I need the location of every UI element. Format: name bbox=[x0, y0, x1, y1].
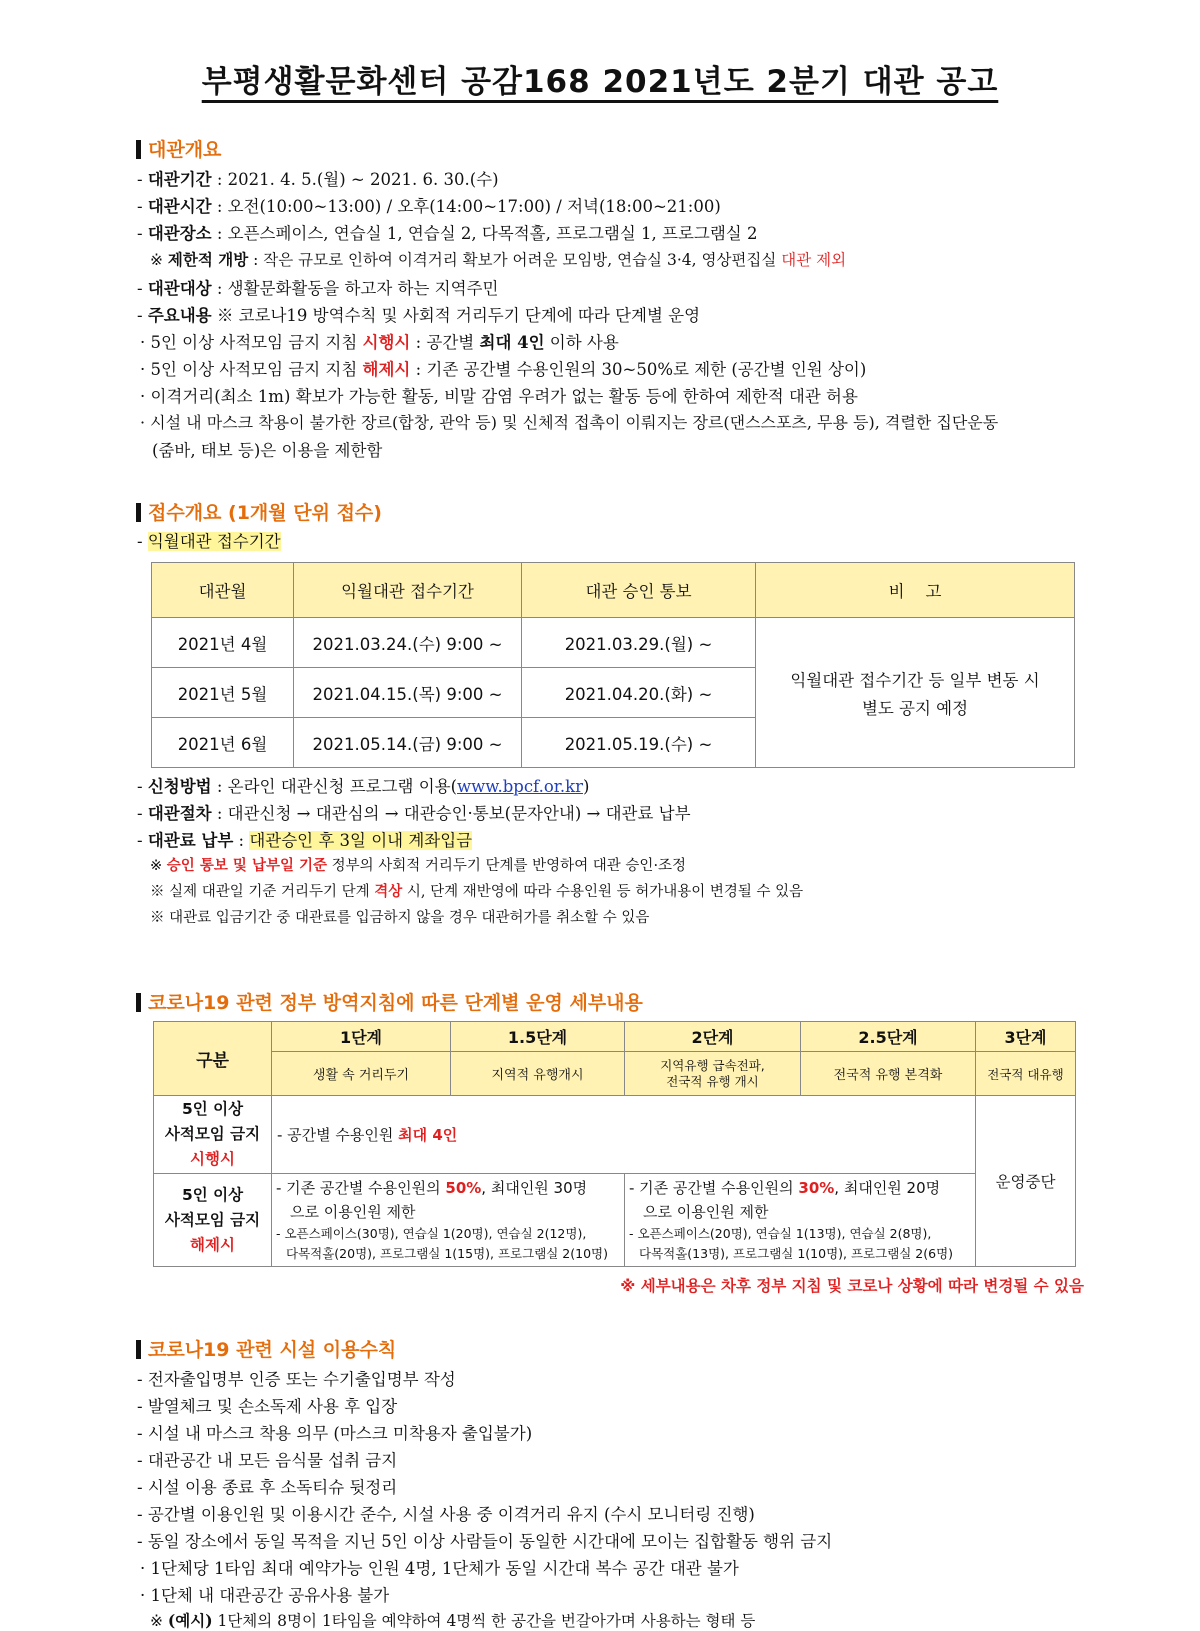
table-cell: 2021.05.19.(수) ~ bbox=[522, 718, 756, 768]
note-1-prefix: ※ bbox=[150, 858, 167, 874]
stage-name: 2.5단계 bbox=[801, 1022, 976, 1052]
lifted-stage-b bbox=[625, 1174, 976, 1267]
lifted-a-post: , 최대인원 30명 bbox=[481, 1179, 588, 1197]
table-cell: 2021.04.15.(목) 9:00 ~ bbox=[294, 668, 522, 718]
note-2-post: 시, 단계 재반영에 따라 수용인원 등 허가내용이 변경될 수 있음 bbox=[402, 884, 804, 900]
reception-sub-label: 익월대관 접수기간 bbox=[147, 532, 281, 551]
limited-excluded: 대관 제외 bbox=[781, 251, 847, 269]
main-value: ※ 코로나19 방역수칙 및 사회적 거리두기 단계에 따라 단계별 운영 bbox=[211, 306, 701, 325]
target-value: : 생활문화활동을 하고자 하는 지역주민 bbox=[211, 279, 499, 298]
target-label: 대관대상 bbox=[147, 279, 212, 298]
rule-item: - 동일 장소에서 동일 목적을 지닌 5인 이상 사람들이 동일한 시간대에 모이는 집합활동 행위 금지 bbox=[137, 1532, 833, 1551]
bullet-2-red: 해제시 bbox=[362, 360, 411, 379]
row-label-line: 사적모임 금지 bbox=[164, 1210, 261, 1229]
bullet-2 bbox=[140, 356, 866, 380]
heading-bar bbox=[136, 993, 141, 1012]
lifted-a-pre: - 기존 공간별 수용인원의 bbox=[276, 1179, 446, 1197]
remark-line: 별도 공지 예정 bbox=[861, 698, 969, 718]
stage-desc-line: 전국적 유행 개시 bbox=[666, 1073, 759, 1089]
stage-desc-row bbox=[154, 1052, 1076, 1096]
heading-text: 접수개요 (1개월 단위 접수) bbox=[148, 502, 382, 524]
row-label-line: 5인 이상 bbox=[181, 1100, 244, 1118]
stage-name: 3단계 bbox=[976, 1022, 1076, 1052]
main-line: - 주요내용 ※ 코로나19 방역수칙 및 사회적 거리두기 단계에 따라 단계별 운영 bbox=[137, 306, 701, 325]
enforced-red: 최대 4인 bbox=[398, 1126, 458, 1144]
fee-sep: : bbox=[233, 831, 250, 850]
bullet-2-text: · 5인 이상 사적모임 금지 지침 bbox=[140, 360, 363, 379]
table-row bbox=[154, 1174, 1076, 1267]
place-label: 대관장소 bbox=[147, 224, 212, 243]
procedure-label: 대관절차 bbox=[147, 804, 212, 823]
section-heading-stages bbox=[136, 988, 643, 1015]
note-2-pre: ※ 실제 대관일 기준 거리두기 단계 bbox=[150, 884, 375, 900]
limited-prefix: ※ bbox=[150, 251, 168, 269]
col-header: 대관 승인 통보 bbox=[522, 563, 756, 618]
table-cell: 2021년 4월 bbox=[152, 618, 294, 668]
limited-label: 제한적 개방 bbox=[167, 250, 249, 269]
section-heading-overview bbox=[136, 135, 221, 162]
section-heading-rules bbox=[136, 1335, 396, 1362]
rule-item: - 대관공간 내 모든 음식물 섭취 금지 bbox=[137, 1451, 398, 1470]
note-1-post: 정부의 사회적 거리두기 단계를 반영하여 대관 승인·조정 bbox=[327, 858, 687, 874]
table-cell: 2021.03.29.(월) ~ bbox=[522, 618, 756, 668]
note-1-red: 승인 통보 및 납부일 기준 bbox=[166, 857, 328, 874]
row-label-status: 시행시 bbox=[190, 1150, 235, 1168]
rule-item: - 공간별 이용인원 및 이용시간 준수, 시설 사용 중 이격거리 유지 (수시 모니터링 진행) bbox=[137, 1505, 755, 1524]
table-row bbox=[152, 618, 1075, 668]
bullet-1-mid: : 공간별 bbox=[410, 333, 480, 352]
bullet-1-post: 이하 사용 bbox=[544, 333, 619, 352]
lifted-a-line bbox=[276, 1176, 622, 1200]
place-line: - 대관장소 : 오픈스페이스, 연습실 1, 연습실 2, 다목적홀, 프로그램실 1, 프로그램실 2 bbox=[137, 224, 758, 243]
stage-desc: 생활 속 거리두기 bbox=[272, 1052, 451, 1096]
fee-line: - 대관료 납부 : 대관승인 후 3일 이내 계좌입금 bbox=[137, 831, 473, 850]
time-line: - 대관시간 : 오전(10:00~13:00) / 오후(14:00~17:00) / 저녁(18:00~21:00) bbox=[137, 197, 721, 216]
table-cell: 2021년 5월 bbox=[152, 668, 294, 718]
stage-name: 1.5단계 bbox=[451, 1022, 625, 1052]
table-cell: 2021년 6월 bbox=[152, 718, 294, 768]
fee-value: 대관승인 후 3일 이내 계좌입금 bbox=[249, 831, 473, 850]
note-1 bbox=[150, 854, 686, 875]
example-text: 1단체의 8명이 1타임을 예약하여 4명씩 한 공간을 번갈아가며 사용하는 형태 등 bbox=[212, 1612, 756, 1630]
stage-desc-line: 지역유행 급속전파, bbox=[660, 1057, 765, 1073]
bullet-1-text: · 5인 이상 사적모임 금지 지침 bbox=[140, 333, 363, 352]
period-label: 대관기간 bbox=[147, 170, 212, 189]
method-line: - 신청방법 : 온라인 대관신청 프로그램 이용(www.bpcf.or.kr) bbox=[137, 777, 590, 796]
bullet-2-post: : 기존 공간별 수용인원의 30~50%로 제한 (공간별 인원 상이) bbox=[410, 360, 867, 379]
time-label: 대관시간 bbox=[147, 197, 212, 216]
lifted-b-pre: - 기존 공간별 수용인원의 bbox=[629, 1179, 799, 1197]
table-row bbox=[154, 1096, 1076, 1174]
place-value: : 오픈스페이스, 연습실 1, 연습실 2, 다목적홀, 프로그램실 1, 프로그램실 2 bbox=[211, 224, 758, 243]
stages-table bbox=[153, 1021, 1076, 1267]
stage-desc: 전국적 대유행 bbox=[976, 1052, 1076, 1096]
period-value: : 2021. 4. 5.(월) ~ 2021. 6. 30.(수) bbox=[211, 170, 499, 189]
stage-desc: 지역적 유행개시 bbox=[451, 1052, 625, 1096]
bullet-1-red: 시행시 bbox=[362, 333, 411, 352]
period-line: - 대관기간 : 2021. 4. 5.(월) ~ 2021. 6. 30.(수) bbox=[137, 170, 499, 189]
website-link[interactable]: www.bpcf.or.kr bbox=[457, 777, 583, 796]
table-cell: 2021.04.20.(화) ~ bbox=[522, 668, 756, 718]
col-header: 대관월 bbox=[152, 563, 294, 618]
page-title: 부평생활문화센터 공감168 2021년도 2분기 대관 공고 bbox=[201, 64, 999, 100]
example-prefix: ※ bbox=[150, 1612, 168, 1630]
lifted-b-sub: - 오픈스페이스(20명), 연습실 1(13명), 연습실 2(8명), bbox=[629, 1226, 932, 1241]
lifted-a-red: 50% bbox=[445, 1179, 482, 1197]
method-value: : 온라인 대관신청 프로그램 이용( bbox=[211, 777, 458, 796]
procedure-value: : 대관신청 → 대관심의 → 대관승인·통보(문자안내) → 대관료 납부 bbox=[211, 804, 691, 823]
stage-desc: 전국적 유행 본격화 bbox=[801, 1052, 976, 1096]
remark-line: 익월대관 접수기간 등 일부 변동 시 bbox=[790, 670, 1040, 690]
stage-name: 1단계 bbox=[272, 1022, 451, 1052]
table-cell: 2021.03.24.(수) 9:00 ~ bbox=[294, 618, 522, 668]
reception-schedule-table bbox=[151, 562, 1075, 768]
col-header: 익월대관 접수기간 bbox=[294, 563, 522, 618]
rule-sub-item: · 1단체당 1타임 최대 예약가능 인원 4명, 1단체가 동일 시간대 복수 공간 대관 불가 bbox=[140, 1559, 739, 1578]
heading-bar bbox=[136, 503, 141, 522]
stage-desc bbox=[625, 1052, 801, 1096]
lifted-b-sub: 다목적홀(13명), 프로그램실 1(10명), 프로그램실 2(6명) bbox=[639, 1246, 954, 1261]
lifted-b-cont: 으로 이용인원 제한 bbox=[643, 1203, 769, 1221]
procedure-line: - 대관절차 : 대관신청 → 대관심의 → 대관승인·통보(문자안내) → 대관료 납부 bbox=[137, 804, 691, 823]
heading-text: 코로나19 관련 시설 이용수칙 bbox=[148, 1339, 397, 1361]
note-2-red: 격상 bbox=[374, 883, 403, 900]
enforced-text: - 공간별 수용인원 bbox=[277, 1126, 399, 1144]
lifted-a-sub: - 오픈스페이스(30명), 연습실 1(20명), 연습실 2(12명), bbox=[276, 1226, 587, 1241]
fee-label: 대관료 납부 bbox=[147, 831, 234, 850]
suspended-cell: 운영중단 bbox=[976, 1096, 1076, 1267]
method-label: 신청방법 bbox=[147, 777, 212, 796]
heading-text: 코로나19 관련 정부 방역지침에 따른 단계별 운영 세부내용 bbox=[148, 992, 643, 1014]
target-line: - 대관대상 : 생활문화활동을 하고자 하는 지역주민 bbox=[137, 279, 499, 298]
lifted-stage-a bbox=[272, 1174, 625, 1267]
limited-line bbox=[150, 248, 846, 270]
remark-cell bbox=[756, 618, 1075, 768]
row-label-enforced bbox=[154, 1096, 272, 1174]
heading-text: 대관개요 bbox=[148, 139, 222, 161]
lifted-b-post: , 최대인원 20명 bbox=[834, 1179, 941, 1197]
main-label: 주요내용 bbox=[147, 306, 212, 325]
bullet-1-bold: 최대 4인 bbox=[479, 333, 545, 352]
bullet-4-cont: (줌바, 태보 등)은 이용을 제한함 bbox=[152, 441, 383, 460]
bullet-1 bbox=[140, 329, 619, 353]
rule-item: - 시설 내 마스크 착용 의무 (마스크 미착용자 출입불가) bbox=[137, 1424, 533, 1443]
bullet-3: · 이격거리(최소 1m) 확보가 가능한 활동, 비말 감염 우려가 없는 활동 등에 한하여 제한적 대관 허용 bbox=[140, 387, 858, 406]
heading-bar bbox=[136, 1340, 141, 1359]
rule-item: - 전자출입명부 인증 또는 수기출입명부 작성 bbox=[137, 1370, 456, 1389]
lifted-b-red: 30% bbox=[798, 1179, 835, 1197]
lifted-b-line bbox=[629, 1176, 973, 1200]
table-header-row bbox=[152, 563, 1075, 618]
time-value: : 오전(10:00~13:00) / 오후(14:00~17:00) / 저녁(18:00~21:00) bbox=[211, 197, 721, 216]
col-header-category: 구분 bbox=[154, 1022, 272, 1096]
row-label-line: 사적모임 금지 bbox=[164, 1125, 261, 1143]
heading-bar bbox=[136, 140, 141, 159]
table-cell: 2021.05.14.(금) 9:00 ~ bbox=[294, 718, 522, 768]
note-2 bbox=[150, 880, 803, 901]
stage-name-row bbox=[154, 1022, 1076, 1052]
stages-footnote: ※ 세부내용은 차후 정부 지침 및 코로나 상황에 따라 변경될 수 있음 bbox=[620, 1277, 1084, 1295]
bullet-4: · 시설 내 마스크 착용이 불가한 장르(합창, 관악 등) 및 신체적 접촉이 이뤄지는 장르(댄스스포츠, 무용 등), 격렬한 집단운동 bbox=[140, 413, 999, 432]
row-label-status: 해제시 bbox=[190, 1235, 235, 1254]
stage-name: 2단계 bbox=[625, 1022, 801, 1052]
reception-sub-prefix: - bbox=[137, 532, 148, 551]
row-label-lifted bbox=[154, 1174, 272, 1267]
section-heading-reception bbox=[136, 498, 382, 525]
rule-item: - 시설 이용 종료 후 소독티슈 뒷정리 bbox=[137, 1478, 398, 1497]
example-label: (예시) bbox=[167, 1611, 213, 1630]
rule-sub-item: · 1단체 내 대관공간 공유사용 불가 bbox=[140, 1586, 390, 1605]
rule-example bbox=[150, 1609, 755, 1631]
method-close: ) bbox=[582, 777, 590, 796]
lifted-a-sub: 다목적홀(20명), 프로그램실 1(15명), 프로그램실 2(10명) bbox=[286, 1246, 608, 1261]
enforced-content bbox=[272, 1096, 976, 1174]
limited-value: : 작은 규모로 인하여 이격거리 확보가 어려운 모임방, 연습실 3·4, 영상편집실 bbox=[248, 251, 782, 269]
lifted-a-cont: 으로 이용인원 제한 bbox=[290, 1203, 416, 1221]
reception-sub-line bbox=[137, 528, 281, 552]
col-header: 비 고 bbox=[756, 563, 1075, 618]
rule-item: - 발열체크 및 손소독제 사용 후 입장 bbox=[137, 1397, 398, 1416]
note-3: ※ 대관료 입금기간 중 대관료를 입금하지 않을 경우 대관허가를 취소할 수 있음 bbox=[150, 910, 650, 926]
row-label-line: 5인 이상 bbox=[181, 1185, 244, 1204]
